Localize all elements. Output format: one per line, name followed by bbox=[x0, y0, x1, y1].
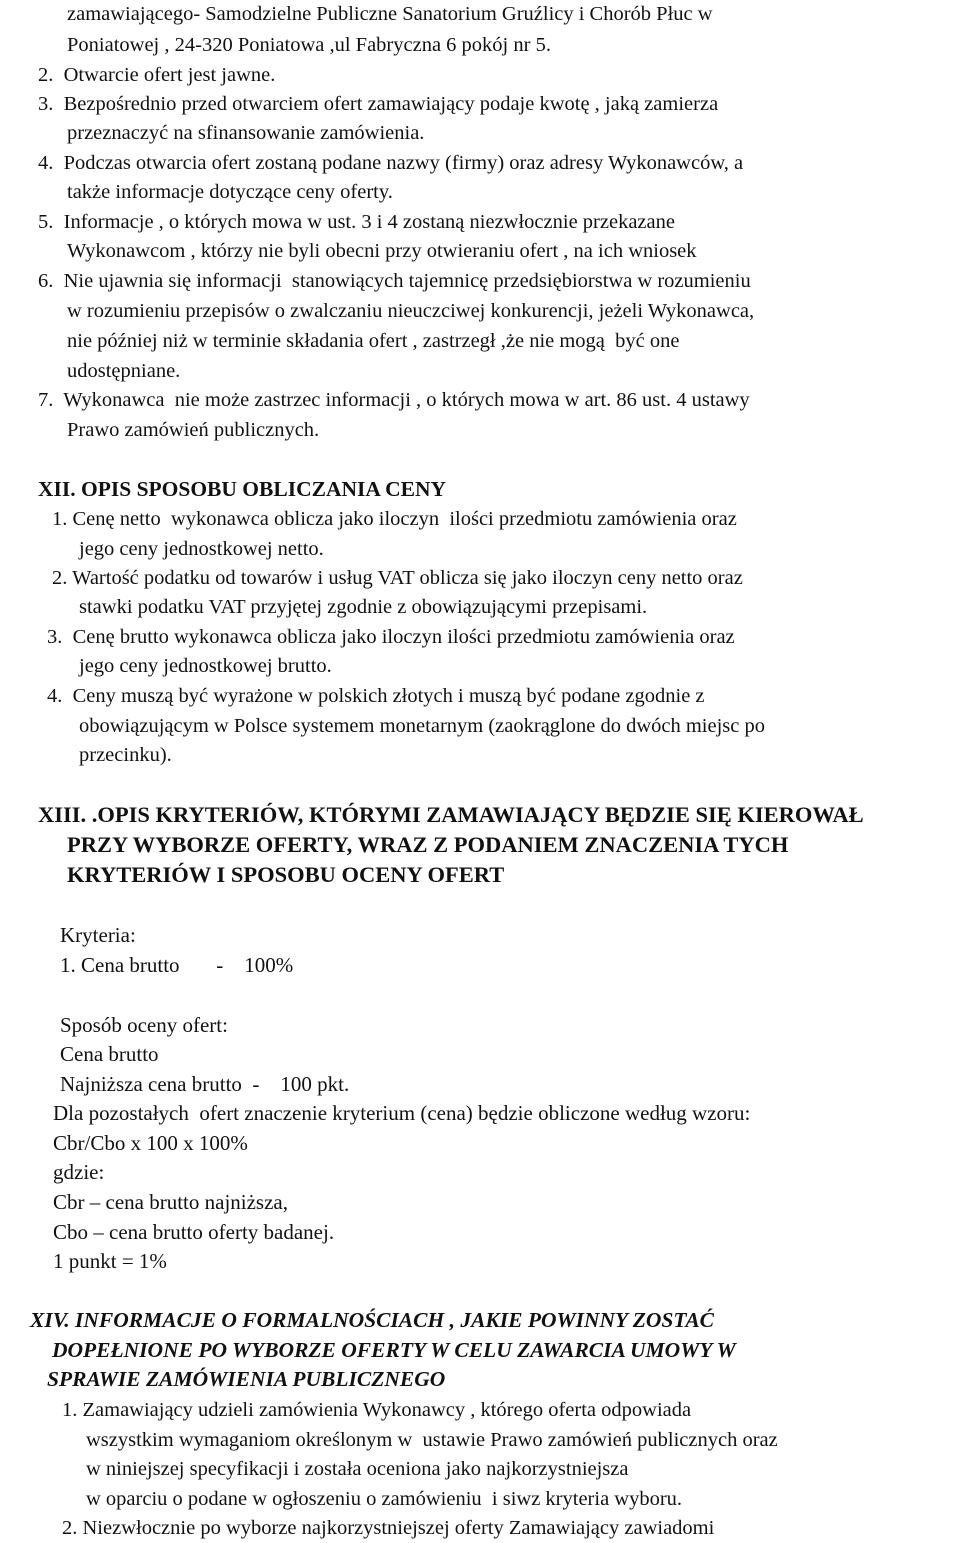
list-line: w oparciu o podane w ogłoszeniu o zamówieniu i siwz kryteria wyboru. bbox=[86, 1488, 683, 1510]
section-heading-xiii-line: KRYTERIÓW I SPOSOBU OCENY OFERT bbox=[67, 862, 505, 887]
list-item: 3. Cenę brutto wykonawca oblicza jako iloczyn ilości przedmiotu zamówienia oraz bbox=[47, 626, 735, 648]
list-line: w rozumieniu przepisów o zwalczaniu nieuczciwej konkurencji, jeżeli Wykonawca, bbox=[67, 300, 755, 322]
section-heading-xiii-line: PRZY WYBORZE OFERTY, WRAZ Z PODANIEM ZNACZENIA TYCH bbox=[67, 832, 789, 857]
list-line: jego ceny jednostkowej netto. bbox=[79, 538, 324, 560]
list-item-2: 2. Otwarcie ofert jest jawne. bbox=[38, 64, 276, 86]
list-item-6: 6. Nie ujawnia się informacji stanowiących tajemnicę przedsiębiorstwa w rozumieniu bbox=[38, 270, 751, 292]
formula: Cbr/Cbo x 100 x 100% bbox=[53, 1131, 248, 1155]
punkt-definition: 1 punkt = 1% bbox=[53, 1249, 167, 1273]
gdzie-text: gdzie: bbox=[53, 1160, 105, 1184]
list-item: 1. Cenę netto wykonawca oblicza jako iloczyn ilości przedmiotu zamówienia oraz bbox=[52, 508, 737, 530]
list-line: także informacje dotyczące ceny oferty. bbox=[67, 181, 393, 203]
list-line: obowiązującym w Polsce systemem monetarnym (zaokrąglone do dwóch miejsc po bbox=[79, 715, 765, 737]
section-heading-xiv-line: DOPEŁNIONE PO WYBORZE OFERTY W CELU ZAWARCIA UMOWY W bbox=[52, 1338, 736, 1362]
list-item-5: 5. Informacje , o których mowa w ust. 3 i 4 zostaną niezwłocznie przekazane bbox=[38, 211, 675, 233]
section-heading-xiv: XIV. INFORMACJE O FORMALNOŚCIACH , JAKIE POWINNY ZOSTAĆ bbox=[30, 1308, 715, 1332]
list-line: nie później niż w terminie składania ofert , zastrzegł ,że nie mogą być one bbox=[67, 330, 680, 352]
list-item-7: 7. Wykonawca nie może zastrzec informacji , o których mowa w art. 86 ust. 4 ustawy bbox=[38, 389, 750, 411]
list-item: 2. Wartość podatku od towarów i usług VAT oblicza się jako iloczyn ceny netto oraz bbox=[52, 567, 743, 589]
najnizsza-cena-text: Najniższa cena brutto - 100 pkt. bbox=[60, 1072, 350, 1096]
list-item-3: 3. Bezpośrednio przed otwarciem ofert zamawiający podaje kwotę , jaką zamierza bbox=[38, 93, 719, 115]
list-line: wszystkim wymaganiom określonym w ustawie Prawo zamówień publicznych oraz bbox=[86, 1429, 778, 1451]
section-heading-xiii: XIII. .OPIS KRYTERIÓW, KTÓRYMI ZAMAWIAJĄCY BĘDZIE SIĘ KIEROWAŁ bbox=[38, 802, 864, 827]
list-item-4: 4. Podczas otwarcia ofert zostaną podane nazwy (firmy) oraz adresy Wykonawców, a bbox=[38, 152, 744, 174]
list-line: w niniejszej specyfikacji i została oceniona jako najkorzystniejsza bbox=[86, 1458, 629, 1480]
kryterium-cena: 1. Cena brutto - 100% bbox=[60, 953, 294, 977]
cbr-definition: Cbr – cena brutto najniższa, bbox=[53, 1190, 288, 1214]
list-line: stawki podatku VAT przyjętej zgodnie z obowiązującymi przepisami. bbox=[79, 596, 648, 618]
sposob-oceny-label: Sposób oceny ofert: bbox=[60, 1013, 228, 1037]
cena-brutto-text: Cena brutto bbox=[60, 1042, 159, 1066]
list-line: Wykonawcom , którzy nie byli obecni przy otwieraniu ofert , na ich wniosek bbox=[67, 240, 697, 262]
section-heading-xiv-line: SPRAWIE ZAMÓWIENIA PUBLICZNEGO bbox=[47, 1367, 446, 1391]
list-line: przeznaczyć na sfinansowanie zamówienia. bbox=[67, 122, 425, 144]
cbo-definition: Cbo – cena brutto oferty badanej. bbox=[53, 1220, 335, 1244]
section-heading-xii: XII. OPIS SPOSOBU OBLICZANIA CENY bbox=[38, 477, 446, 501]
list-line: Prawo zamówień publicznych. bbox=[67, 419, 320, 441]
formula-intro: Dla pozostałych ofert znaczenie kryterium (cena) będzie obliczone według wzoru: bbox=[53, 1101, 751, 1125]
list-item: 2. Niezwłocznie po wyborze najkorzystniejszej oferty Zamawiający zawiadomi bbox=[62, 1517, 715, 1539]
kryteria-label: Kryteria: bbox=[60, 923, 136, 947]
list-line: udostępniane. bbox=[67, 360, 181, 382]
list-line: Poniatowej , 24-320 Poniatowa ,ul Fabryczna 6 pokój nr 5. bbox=[67, 34, 551, 56]
list-line: jego ceny jednostkowej brutto. bbox=[79, 655, 332, 677]
list-item: 4. Ceny muszą być wyrażone w polskich złotych i muszą być podane zgodnie z bbox=[47, 685, 705, 707]
list-line: zamawiającego- Samodzielne Publiczne Sanatorium Gruźlicy i Chorób Płuc w bbox=[67, 3, 713, 25]
list-item: 1. Zamawiający udzieli zamówienia Wykonawcy , którego oferta odpowiada bbox=[62, 1399, 692, 1421]
list-line: przecinku). bbox=[79, 744, 172, 766]
